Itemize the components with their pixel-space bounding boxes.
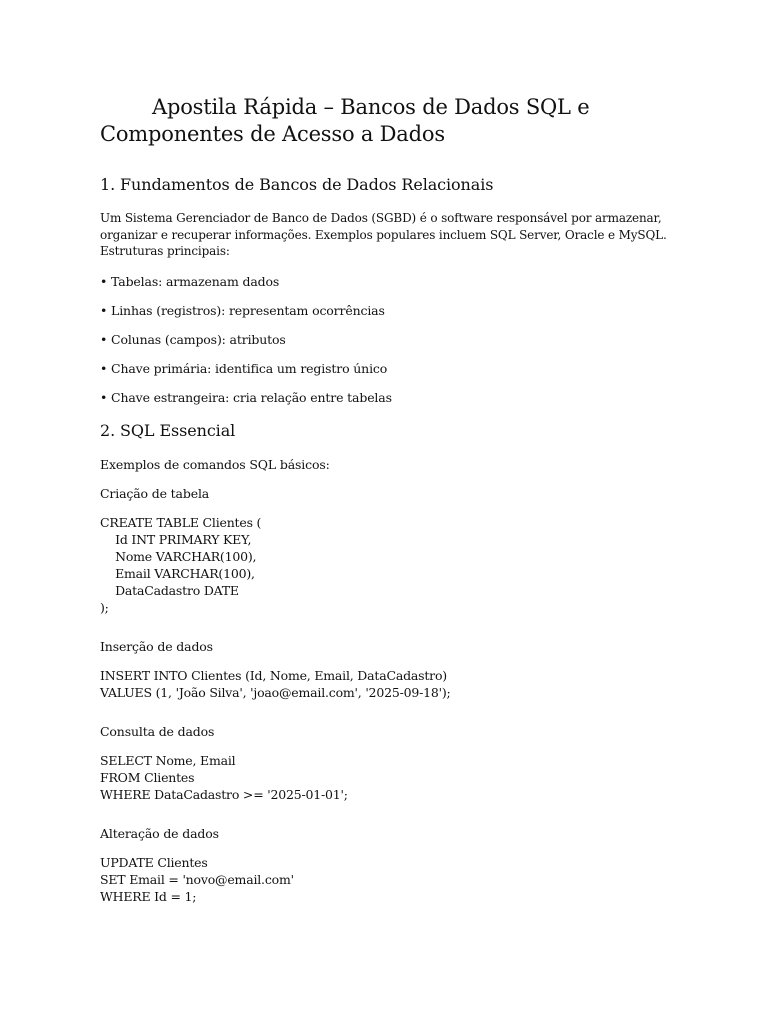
update-code: UPDATE Clientes SET Email = 'novo@email.com' WHERE Id = 1; xyxy=(100,855,294,904)
bullet-linhas: • Linhas (registros): representam ocorrências xyxy=(100,303,385,318)
bullet-chave-primaria: • Chave primária: identifica um registro único xyxy=(100,361,388,376)
create-table-label: Criação de tabela xyxy=(100,486,210,501)
document-title: Apostila Rápida – Bancos de Dados SQL e Componentes de Acesso a Dados xyxy=(100,95,590,146)
section-2-heading: 2. SQL Essencial xyxy=(100,421,236,440)
create-table-code: CREATE TABLE Clientes ( Id INT PRIMARY KEY, Nome VARCHAR(100), Email VARCHAR(100), DataCadastro DATE ); xyxy=(100,515,262,615)
bullet-chave-estrangeira: • Chave estrangeira: cria relação entre tabelas xyxy=(100,390,392,405)
select-label: Consulta de dados xyxy=(100,724,215,739)
document-page xyxy=(100,94,700,148)
section-2-intro: Exemplos de comandos SQL básicos: xyxy=(100,457,330,472)
insert-code: INSERT INTO Clientes (Id, Nome, Email, DataCadastro) VALUES (1, 'João Silva', 'joao@email.com', '2025-09-18'); xyxy=(100,668,451,700)
update-label: Alteração de dados xyxy=(100,826,219,841)
section-1-heading: 1. Fundamentos de Bancos de Dados Relacionais xyxy=(100,175,494,194)
section-1-intro: Um Sistema Gerenciador de Banco de Dados (SGBD) é o software responsável por armazenar, organizar e recuperar informações. Exemplos populares incluem SQL Server, Oracle e MySQL. Estruturas principais: xyxy=(100,211,667,258)
insert-label: Inserção de dados xyxy=(100,639,213,654)
select-code: SELECT Nome, Email FROM Clientes WHERE DataCadastro >= '2025-01-01'; xyxy=(100,753,348,802)
bullet-tabelas: • Tabelas: armazenam dados xyxy=(100,274,280,289)
bullet-colunas: • Colunas (campos): atributos xyxy=(100,332,286,347)
